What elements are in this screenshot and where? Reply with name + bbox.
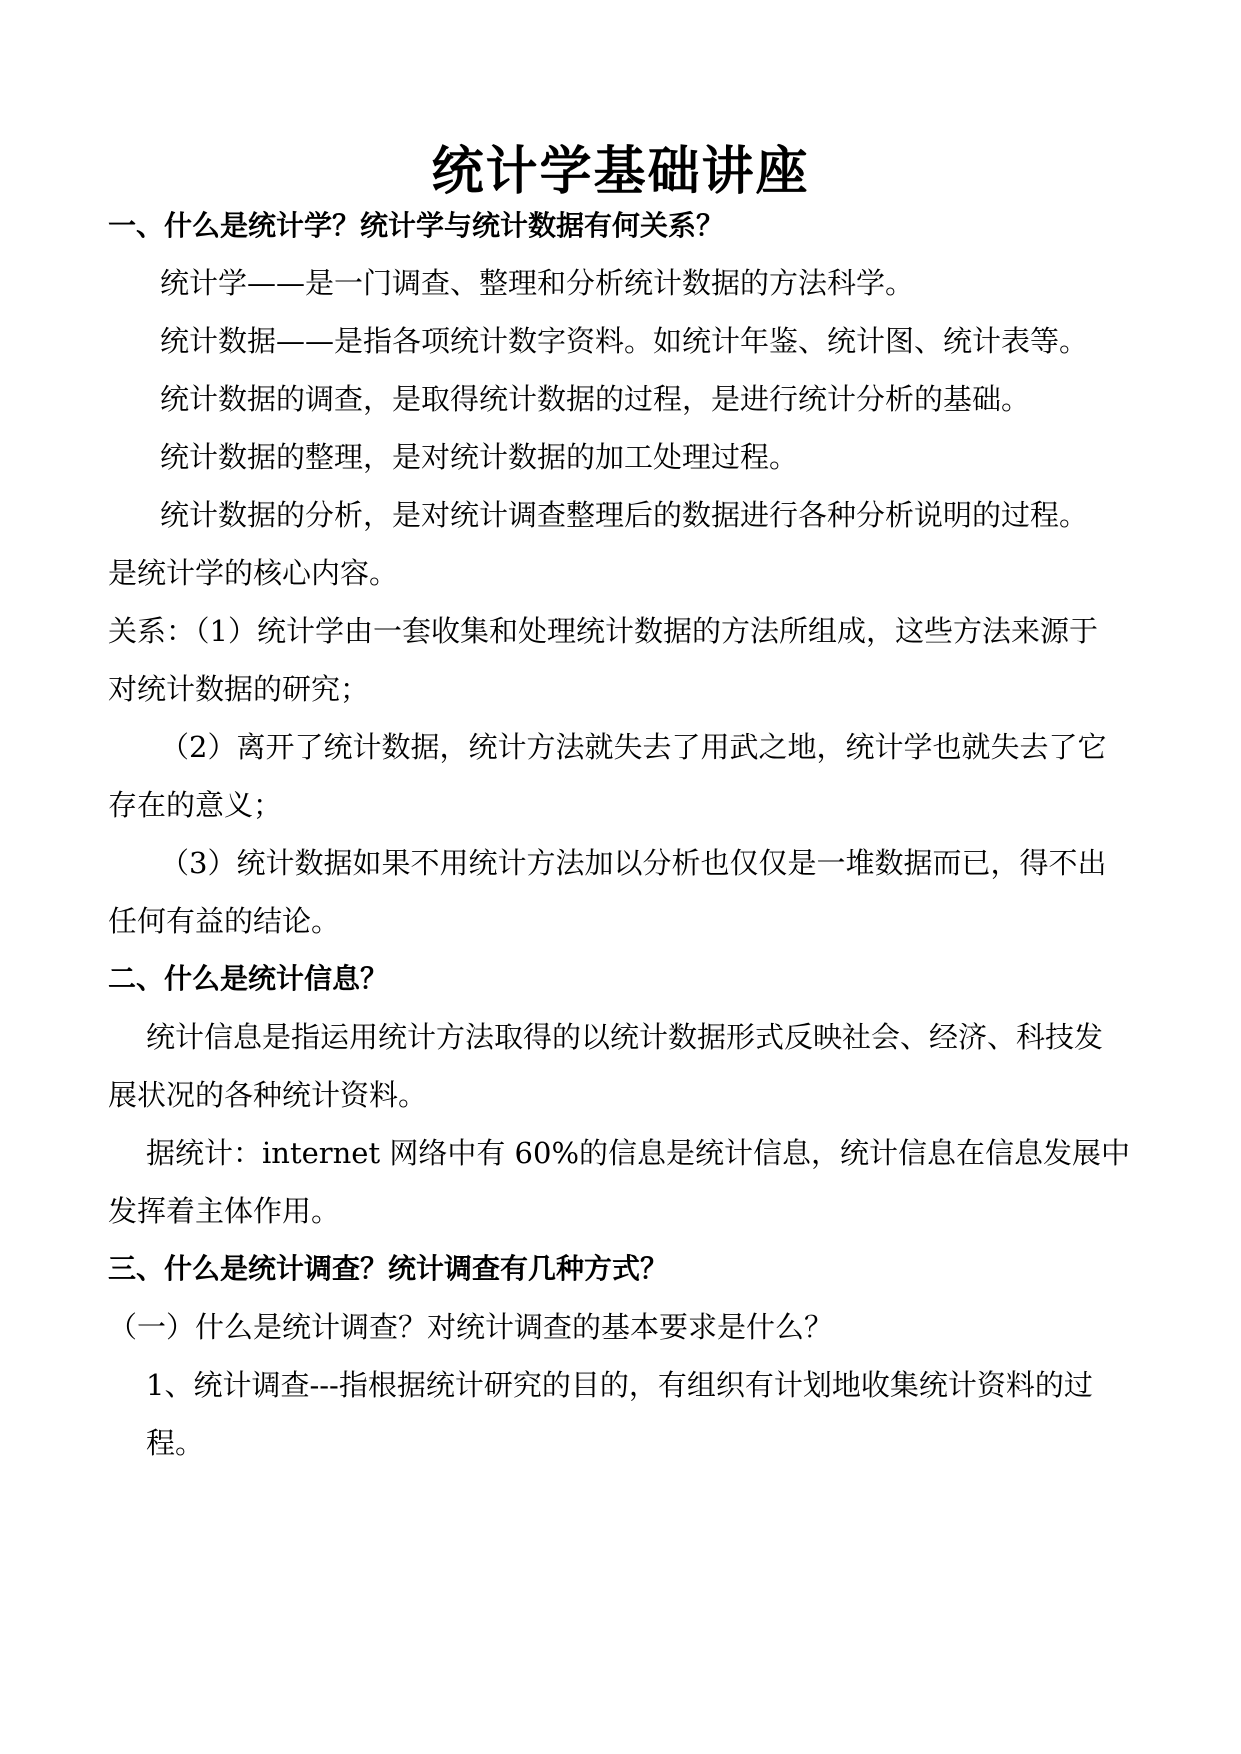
paragraph-text: 是统计学的核心内容。 <box>108 556 399 590</box>
paragraph-text: 统计数据的整理，是对统计数据的加工处理过程。 <box>160 440 799 474</box>
paragraph-text: （2）离开了统计数据，统计方法就失去了用武之地，统计学也就失去了它 <box>160 730 1107 764</box>
document-title: 统计学基础讲座 <box>431 142 810 202</box>
paragraph-text: 存在的意义； <box>108 788 283 822</box>
paragraph-text: 统计数据——是指各项统计数字资料。如统计年鉴、统计图、统计表等。 <box>160 324 1089 358</box>
section-heading-3-text: 三、什么是统计调查？统计调查有几种方式？ <box>108 1252 669 1285</box>
paragraph-text: 统计数据的调查，是取得统计数据的过程，是进行统计分析的基础。 <box>160 382 1031 416</box>
paragraph-text: 展状况的各种统计资料。 <box>108 1078 428 1112</box>
paragraph-text: 1、统计调查---指根据统计研究的目的，有组织有计划地收集统计资料的过 <box>146 1368 1093 1402</box>
section-heading-2-text: 二、什么是统计信息？ <box>108 962 389 995</box>
paragraph-text: 程。 <box>146 1426 205 1460</box>
paragraph-text: （3）统计数据如果不用统计方法加以分析也仅仅是一堆数据而已，得不出 <box>160 846 1107 880</box>
paragraph-text: （一）什么是统计调查？对统计调查的基本要求是什么？ <box>108 1310 834 1344</box>
paragraph-text: 统计数据的分析，是对统计调查整理后的数据进行各种分析说明的过程。 <box>160 498 1089 532</box>
paragraph-text: 统计信息是指运用统计方法取得的以统计数据形式反映社会、经济、科技发 <box>146 1020 1104 1054</box>
paragraph-text: 发挥着主体作用。 <box>108 1194 341 1228</box>
section-heading-1-text: 一、什么是统计学？统计学与统计数据有何关系？ <box>108 209 725 242</box>
paragraph-text: 据统计：internet 网络中有 60%的信息是统计信息，统计信息在信息发展中 <box>146 1136 1131 1170</box>
paragraph-text: 任何有益的结论。 <box>108 904 341 938</box>
paragraph-text: 对统计数据的研究； <box>108 672 370 706</box>
paragraph-text: 统计学——是一门调查、整理和分析统计数据的方法科学。 <box>160 266 915 300</box>
paragraph-text: 关系：（1）统计学由一套收集和处理统计数据的方法所组成，这些方法来源于 <box>108 614 1098 648</box>
